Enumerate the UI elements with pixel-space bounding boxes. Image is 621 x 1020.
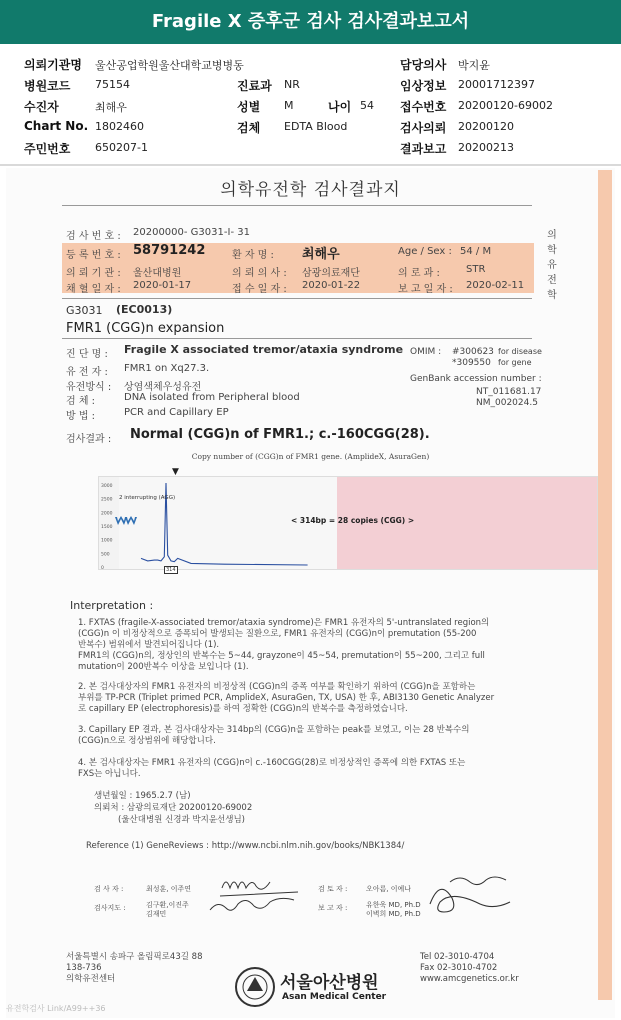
diag-label: 진 단 명 : xyxy=(66,349,108,360)
peak-arrow-icon: ▼ xyxy=(172,467,179,477)
report-page-title: 의학유전학 검사결과지 xyxy=(220,180,401,200)
interp-line: 3. Capillary EP 결과, 본 검사대상자는 314bp의 (CGG)n을 포함하는 peak를 보였고, 이는 28 반복수의 xyxy=(78,725,470,735)
interp-line: 1. FXTAS (fragile-X-associated tremor/ataxia syndrome)은 FMR1 유전자의 5'-untranslated region의 xyxy=(78,618,490,628)
inherit-label: 유전방식 : xyxy=(66,382,112,393)
footer-address-2: 138-736 xyxy=(66,963,102,973)
dept-label: 의 로 과 : xyxy=(398,268,440,279)
footer-bottom-left: 유전학검사 Link/A99++36 xyxy=(6,1004,106,1013)
hdr-label: 나이 xyxy=(328,100,352,114)
title-divider xyxy=(62,205,532,206)
patient-label: 환 자 명 : xyxy=(232,250,274,261)
interp-line: (CGG)n으로 정상범위에 해당합니다. xyxy=(78,736,216,746)
coll-label: 채 혈 일 자 : xyxy=(66,284,121,295)
reg-no: 58791242 xyxy=(133,243,206,258)
signature-right-icon xyxy=(420,870,530,922)
y-tick-label: 0 xyxy=(101,566,104,569)
hdr-label: 성별 xyxy=(237,100,261,114)
patient-name: 최해우 xyxy=(302,247,340,262)
org-label: 의 뢰 기 관 : xyxy=(66,268,121,279)
footer-web: www.amcgenetics.or.kr xyxy=(420,974,519,984)
method: PCR and Capillary EP xyxy=(124,407,229,418)
omim-gene-for: for gene xyxy=(498,358,532,367)
supervisor-names-2: 김재민 xyxy=(146,910,167,918)
interp-para-2 xyxy=(78,682,494,715)
interp-para-3 xyxy=(78,725,470,747)
hdr-value: 20200213 xyxy=(458,141,514,154)
omim-disease-for: for disease xyxy=(498,347,542,356)
referral-sub: (울산대병원 신경과 박지윤선생님) xyxy=(118,815,245,825)
footer-address-1: 서울특별시 송파구 올림픽로43길 88 xyxy=(66,952,203,962)
hdr-label: 의뢰기관명 xyxy=(24,58,82,72)
interp-line: 반복수) 범위에서 발견되어집니다 (1). xyxy=(78,640,220,650)
y-tick-label: 1000 xyxy=(101,538,113,544)
referral: 의뢰처 : 삼광의료재단 20200120-69002 xyxy=(94,803,253,813)
hdr-value: NR xyxy=(284,78,300,91)
hdr-label: 주민번호 xyxy=(24,142,71,156)
hdr-value: 박지윤 xyxy=(458,59,490,72)
sample-label: 검 체 : xyxy=(66,396,96,407)
hdr-label: 담당의사 xyxy=(400,58,447,72)
signature-left-icon xyxy=(200,868,310,918)
hdr-label: 진료과 xyxy=(237,79,272,93)
peak-label: 2 interrupting (AGG) xyxy=(119,495,176,501)
reviewer-label: 검 토 자 : xyxy=(318,885,348,893)
interp-heading: Interpretation : xyxy=(70,599,154,612)
y-tick-label: 2500 xyxy=(101,497,113,503)
test-name: FMR1 (CGG)n expansion xyxy=(66,321,225,336)
dob: 생년월일 : 1965.2.7 (남) xyxy=(94,791,191,801)
test-code: G3031 xyxy=(66,304,103,317)
method-label: 방 법 : xyxy=(66,411,96,422)
genbank-label: GenBank accession number : xyxy=(410,374,542,384)
hdr-value: 650207-1 xyxy=(95,141,148,154)
asan-foundation-logo-icon xyxy=(234,966,276,1008)
reviewer-names: 오아름, 이예나 xyxy=(366,885,412,893)
recv-label: 접 수 일 자 : xyxy=(232,284,287,295)
y-tick-labels xyxy=(101,483,113,569)
y-tick-label: 3000 xyxy=(101,484,113,489)
hdr-value: 울산공업학원울산대학교병병동 xyxy=(95,59,244,72)
hdr-value: 54 xyxy=(360,99,374,112)
interp-line: 로 capillary EP (electrophoresis)를 하여 정확한 (CGG)n의 반복수를 측정하였습니다. xyxy=(78,704,408,714)
hdr-label: 병원코드 xyxy=(24,79,71,93)
interp-line: mutation이 200반복수 이상을 보입니다 (1). xyxy=(78,662,249,672)
hdr-value: EDTA Blood xyxy=(284,120,348,133)
omim-disease: #300623 xyxy=(452,347,494,357)
inheritance: 상염색체우성유전 xyxy=(124,382,202,393)
omim-gene: *309550 xyxy=(452,358,491,368)
right-accent-band xyxy=(598,170,612,1000)
recv-date: 2020-01-22 xyxy=(302,280,361,291)
interp-para-4 xyxy=(78,758,465,780)
tester-label: 검 사 자 : xyxy=(94,885,124,893)
chart-title: Copy number of (CGG)n of FMR1 gene. (AmplideX, AsuraGen) xyxy=(191,452,430,461)
reporter-names-2: 이벽희 MD, Ph.D xyxy=(366,910,421,918)
result: Normal (CGG)n of FMR1.; c.-160CGG(28). xyxy=(130,427,430,442)
report-title: Fragile X 증후군 검사 검사결과보고서 xyxy=(0,0,621,44)
hdr-label: 접수번호 xyxy=(400,100,447,114)
hospital-name-en: Asan Medical Center xyxy=(282,992,387,1002)
capillary-ep-chart xyxy=(99,477,597,569)
footer-address-3: 의학유전센터 xyxy=(66,974,116,984)
y-tick-label: 500 xyxy=(101,552,110,558)
genbank-nm: NM_002024.5 xyxy=(476,398,538,408)
hospital-name-kr: 서울아산병원 xyxy=(280,973,379,993)
hdr-value: 20200120-69002 xyxy=(458,99,553,112)
doctor: 삼광의료재단 xyxy=(302,268,360,279)
interp-line: 부위를 TP-PCR (Triplet primed PCR, AmplideX, AsuraGen, TX, USA) 한 후, ABI3130 Genetic Analyzer xyxy=(78,693,495,703)
diagnosis: Fragile X associated tremor/ataxia syndrome xyxy=(124,343,404,356)
hdr-label: 수진자 xyxy=(24,100,59,114)
rep-label: 보 고 일 자 : xyxy=(398,284,453,295)
supervisor-label: 검사지도 : xyxy=(94,904,126,912)
hdr-value: 1802460 xyxy=(95,120,144,133)
gene: FMR1 on Xq27.3. xyxy=(124,363,210,374)
hdr-label: 결과보고 xyxy=(400,142,447,156)
footer-tel: Tel 02-3010-4704 xyxy=(420,952,495,962)
interp-line: 2. 본 검사대상자의 FMR1 유전자의 비정상적 (CGG)n의 증폭 여부를 확인하기 위하여 (CGG)n을 포함하는 xyxy=(78,682,476,692)
footer-fax: Fax 02-3010-4702 xyxy=(420,963,498,973)
doctor-label: 의 뢰 의 사 : xyxy=(232,268,287,279)
test-no-label: 검 사 번 호 : xyxy=(66,231,121,242)
sample: DNA isolated from Peripheral blood xyxy=(124,392,300,403)
interp-line: FMR1의 (CGG)n의, 정상인의 반복수는 5~44, grayzone이 45~54, premutation이 55~200, 그리고 full xyxy=(78,651,485,661)
test-divider xyxy=(62,338,532,339)
test-code-sub: (EC0013) xyxy=(116,303,173,316)
rep-date: 2020-02-11 xyxy=(466,280,525,291)
hdr-value: M xyxy=(284,99,294,112)
hdr-label: 검사의뢰 xyxy=(400,121,447,135)
omim-label: OMIM : xyxy=(410,347,442,357)
hdr-label: 검체 xyxy=(237,121,261,135)
supervisor-names: 김구환,이진주 xyxy=(146,901,189,909)
result-label: 검사결과 : xyxy=(66,434,112,445)
org: 울산대병원 xyxy=(133,268,182,279)
chart-area xyxy=(98,476,598,570)
interp-line: 4. 본 검사대상자는 FMR1 유전자의 (CGG)n이 c.-160CGG(28)로 비정상적인 증폭에 의한 FXTAS 또는 xyxy=(78,758,466,768)
reference: Reference (1) GeneReviews : http://www.ncbi.nlm.nih.gov/books/NBK1384/ xyxy=(86,841,405,851)
age-sex: 54 / M xyxy=(460,246,492,257)
interp-line: FXS는 아닙니다. xyxy=(78,769,141,779)
patient-divider xyxy=(62,298,532,299)
chart-annotation: < 314bp = 28 copies (CGG) > xyxy=(291,516,415,525)
header-divider xyxy=(0,164,621,166)
dept: STR xyxy=(466,264,486,275)
gene-label: 유 전 자 : xyxy=(66,367,108,378)
tester-names: 최성훈, 이주연 xyxy=(146,885,192,893)
interp-line: (CGG)n 이 비정상적으로 증폭되어 발생되는 질환으로, FMR1 유전자의 (CGG)n이 premutation (55-200 xyxy=(78,629,477,639)
peak-tag: 314 xyxy=(166,567,176,573)
genbank-nt: NT_011681.17 xyxy=(476,387,542,397)
hdr-label: Chart No. xyxy=(24,119,89,133)
hdr-value: 20200120 xyxy=(458,120,514,133)
hdr-value: 75154 xyxy=(95,78,130,91)
y-tick-label: 2000 xyxy=(101,511,113,517)
reporter-names: 유한욱 MD, Ph.D xyxy=(366,901,421,909)
hdr-value: 최해우 xyxy=(95,101,127,114)
test-no: 20200000- G3031-I- 31 xyxy=(133,227,250,238)
reg-label: 등 록 번 호 : xyxy=(66,250,121,261)
hdr-label: 임상정보 xyxy=(400,79,447,93)
y-tick-label: 1500 xyxy=(101,525,113,530)
age-sex-label: Age / Sex : xyxy=(398,246,452,257)
hdr-value: 20001712397 xyxy=(458,78,535,91)
reporter-label: 보 고 자 : xyxy=(318,904,348,912)
coll-date: 2020-01-17 xyxy=(133,280,192,291)
interp-para-1 xyxy=(78,618,489,673)
side-label: 의학유전학 xyxy=(547,230,557,301)
